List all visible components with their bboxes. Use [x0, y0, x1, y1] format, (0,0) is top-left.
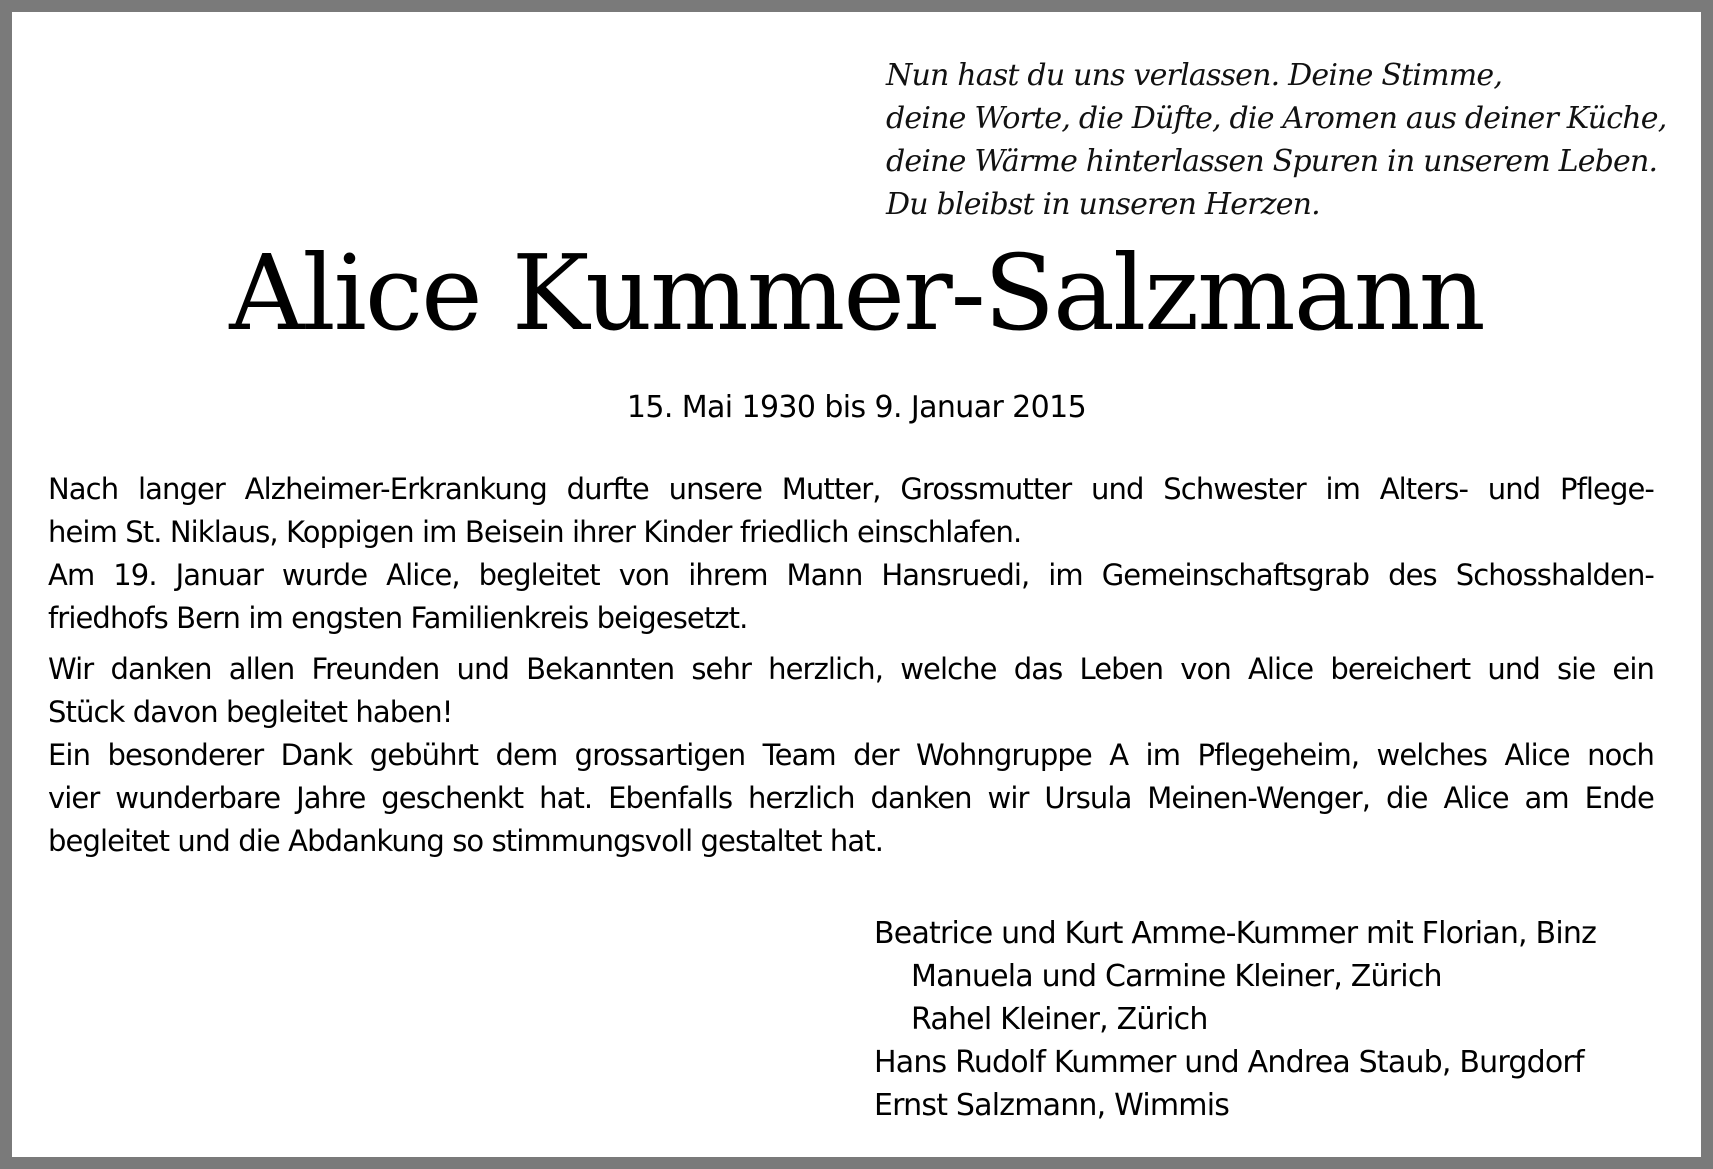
memorial-poem: [886, 54, 1686, 226]
paragraph-thanks: [48, 648, 1654, 863]
mourner-entry: Hans Rudolf Kummer und Andrea Staub, Burgdorf: [874, 1045, 1584, 1080]
poem-line: Nun hast du uns verlassen. Deine Stimme,: [886, 58, 1503, 93]
poem-line: Du bleibst in unseren Herzen.: [886, 187, 1320, 222]
body-line: friedhofs Bern im engsten Familienkreis beigesetzt.: [48, 601, 748, 635]
obituary-body: [48, 468, 1654, 863]
mourner-entry: Ernst Salzmann, Wimmis: [874, 1088, 1230, 1123]
body-line: begleitet und die Abdankung so stimmungsvoll gestaltet hat.: [48, 824, 884, 858]
mourner-entry: Manuela und Carmine Kleiner, Zürich: [911, 959, 1442, 994]
deceased-name: Alice Kummer-Salzmann: [229, 232, 1484, 354]
mourner-entry: Rahel Kleiner, Zürich: [911, 1002, 1208, 1037]
body-line: Nach langer Alzheimer-Erkrankung durfte unsere Mutter, Grossmutter und Schwester im Alters- und Pflege-: [48, 472, 1654, 506]
body-line: Ein besonderer Dank gebührt dem grossartigen Team der Wohngruppe A im Pflegeheim, welches Alice noch: [48, 738, 1654, 772]
body-line: Am 19. Januar wurde Alice, begleitet von ihrem Mann Hansruedi, im Gemeinschaftsgrab des Schosshalden-: [48, 558, 1654, 592]
life-dates: 15. Mai 1930 bis 9. Januar 2015: [626, 390, 1087, 425]
poem-line: deine Wärme hinterlassen Spuren in unserem Leben.: [886, 144, 1658, 179]
poem-line: deine Worte, die Düfte, die Aromen aus deiner Küche,: [886, 101, 1667, 136]
paragraph-spacer: [48, 640, 1654, 648]
body-line: Stück davon begleitet haben!: [48, 695, 453, 729]
paragraph-passing: [48, 468, 1654, 640]
body-line: heim St. Niklaus, Koppigen im Beisein ihrer Kinder friedlich einschlafen.: [48, 515, 1022, 549]
mourner-entry: Beatrice und Kurt Amme-Kummer mit Florian, Binz: [874, 916, 1597, 951]
mourners-list: [874, 912, 1596, 1127]
body-line: Wir danken allen Freunden und Bekannten sehr herzlich, welche das Leben von Alice bereichert und sie ein: [48, 652, 1654, 686]
body-line: vier wunderbare Jahre geschenkt hat. Ebenfalls herzlich danken wir Ursula Meinen-Wenger, die Alice am Ende: [48, 781, 1654, 815]
